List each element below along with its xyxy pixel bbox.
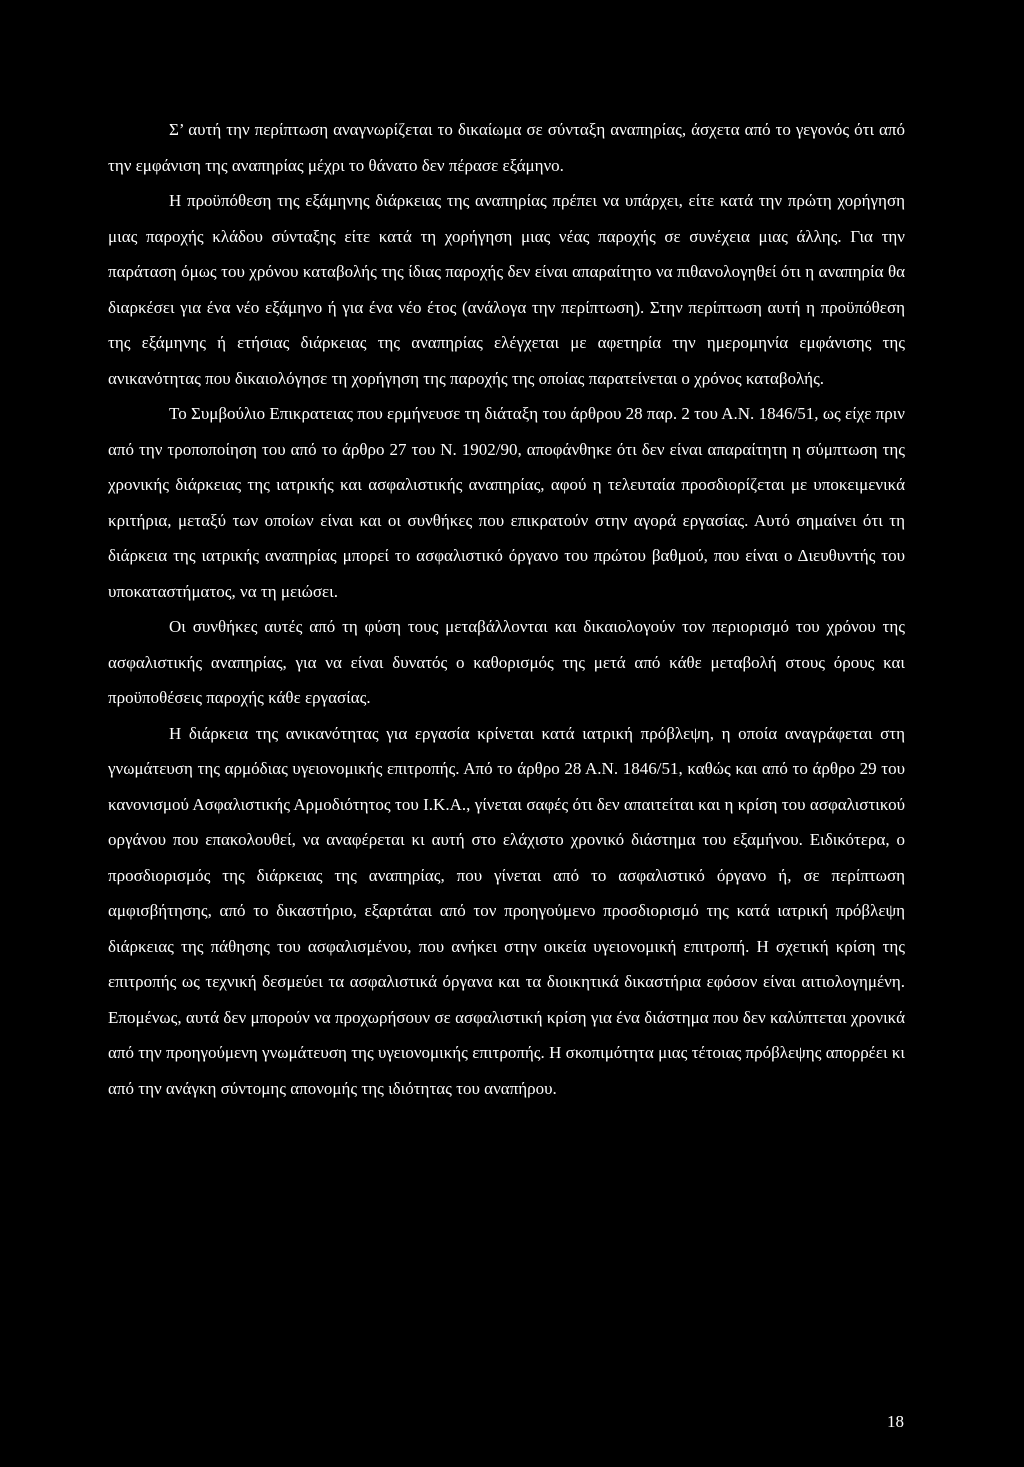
paragraph-1: Σ’ αυτή την περίπτωση αναγνωρίζεται το δικαίωμα σε σύνταξη αναπηρίας, άσχετα από το γεγονός ότι από την εμφάνιση της αναπηρίας μέχρι το θάνατο δεν πέρασε εξάμηνο. xyxy=(108,120,905,175)
paragraph-5: Η διάρκεια της ανικανότητας για εργασία κρίνεται κατά ιατρική πρόβλεψη, η οποία αναγράφεται στη γνωμάτευση της αρμόδιας υγειονομικής επιτροπής. Από το άρθρο 28 Α.Ν. 1846/51, καθώς και από το άρθρο 29 του κανονισμού Ασφαλιστικής Αρμοδιότητος του Ι.Κ.Α., γίνεται σαφές ότι δεν απαιτείται και η κρίση του ασφαλιστικού οργάνου που επακολουθεί, να αναφέρεται κι αυτή στο ελάχιστο χρονικό διάστημα του εξαμήνου. Ειδικότερα, ο προσδιορισμός της διάρκειας της αναπηρίας, που γίνεται από το ασφαλιστικό όργανο ή, σε περίπτωση αμφισβήτησης, από το δικαστήριο, εξαρτάται από τον προηγούμενο προσδιορισμό της κατά ιατρική πρόβλεψη διάρκειας της πάθησης του ασφαλισμένου, που ανήκει στην οικεία υγειονομική επιτροπή. Η σχετική κρίση της επιτροπής ως τεχνική δεσμεύει τα ασφαλιστικά όργανα και τα διοικητικά δικαστήρια εφόσον είναι αιτιολογημένη. Επομένως, αυτά δεν μπορούν να προχωρήσουν σε ασφαλιστική κρίση για ένα διάστημα που δεν καλύπτεται χρονικά από την προηγούμενη γνωμάτευση της υγειονομικής επιτροπής. Η σκοπιμότητα μιας τέτοιας πρόβλεψης απορρέει κι από την ανάγκη σύντομης απονομής της ιδιότητας του αναπήρου. xyxy=(108,723,905,1098)
page-number: 18 xyxy=(887,1412,904,1431)
paragraph-4: Οι συνθήκες αυτές από τη φύση τους μεταβάλλονται και δικαιολογούν τον περιορισμό του χρόνου της ασφαλιστικής αναπηρίας, για να είναι δυνατός ο καθορισμός της μετά από κάθε μεταβολή στους όρους και προϋποθέσεις παροχής κάθε εργασίας. xyxy=(108,617,905,707)
paragraph-3: Το Συμβούλιο Επικρατειας που ερμήνευσε τη διάταξη του άρθρου 28 παρ. 2 του Α.Ν. 1846/51, ως είχε πριν από την τροποποίηση του από το άρθρο 27 του Ν. 1902/90, αποφάνθηκε ότι δεν είναι απαραίτητη η σύμπτωση της χρονικής διάρκειας της ιατρικής και ασφαλιστικής αναπηρίας, αφού η τελευταία προσδιορίζεται με υποκειμενικά κριτήρια, μεταξύ των οποίων είναι και οι συνθήκες που επικρατούν στην αγορά εργασίας. Αυτό σημαίνει ότι τη διάρκεια της ιατρικής αναπηρίας μπορεί το ασφαλιστικό όργανο του πρώτου βαθμού, που είναι ο Διευθυντής του υποκαταστήματος, να τη μειώσει. xyxy=(108,404,905,601)
page-body xyxy=(108,112,905,1106)
paragraph-2: Η προϋπόθεση της εξάμηνης διάρκειας της αναπηρίας πρέπει να υπάρχει, είτε κατά την πρώτη χορήγηση μιας παροχής κλάδου σύνταξης είτε κατά τη χορήγηση μιας νέας παροχής σε συνέχεια μιας άλλης. Για την παράταση όμως του χρόνου καταβολής της ίδιας παροχής δεν είναι απαραίτητο να πιθανολογηθεί ότι η αναπηρία θα διαρκέσει για ένα νέο εξάμηνο ή για ένα νέο έτος (ανάλογα την περίπτωση). Στην περίπτωση αυτή η προϋπόθεση της εξάμηνης ή ετήσιας διάρκειας της αναπηρίας ελέγχεται με αφετηρία την ημερομηνία εμφάνισης της ανικανότητας που δικαιολόγησε τη χορήγηση της παροχής της οποίας παρατείνεται ο χρόνος καταβολής. xyxy=(108,191,905,388)
